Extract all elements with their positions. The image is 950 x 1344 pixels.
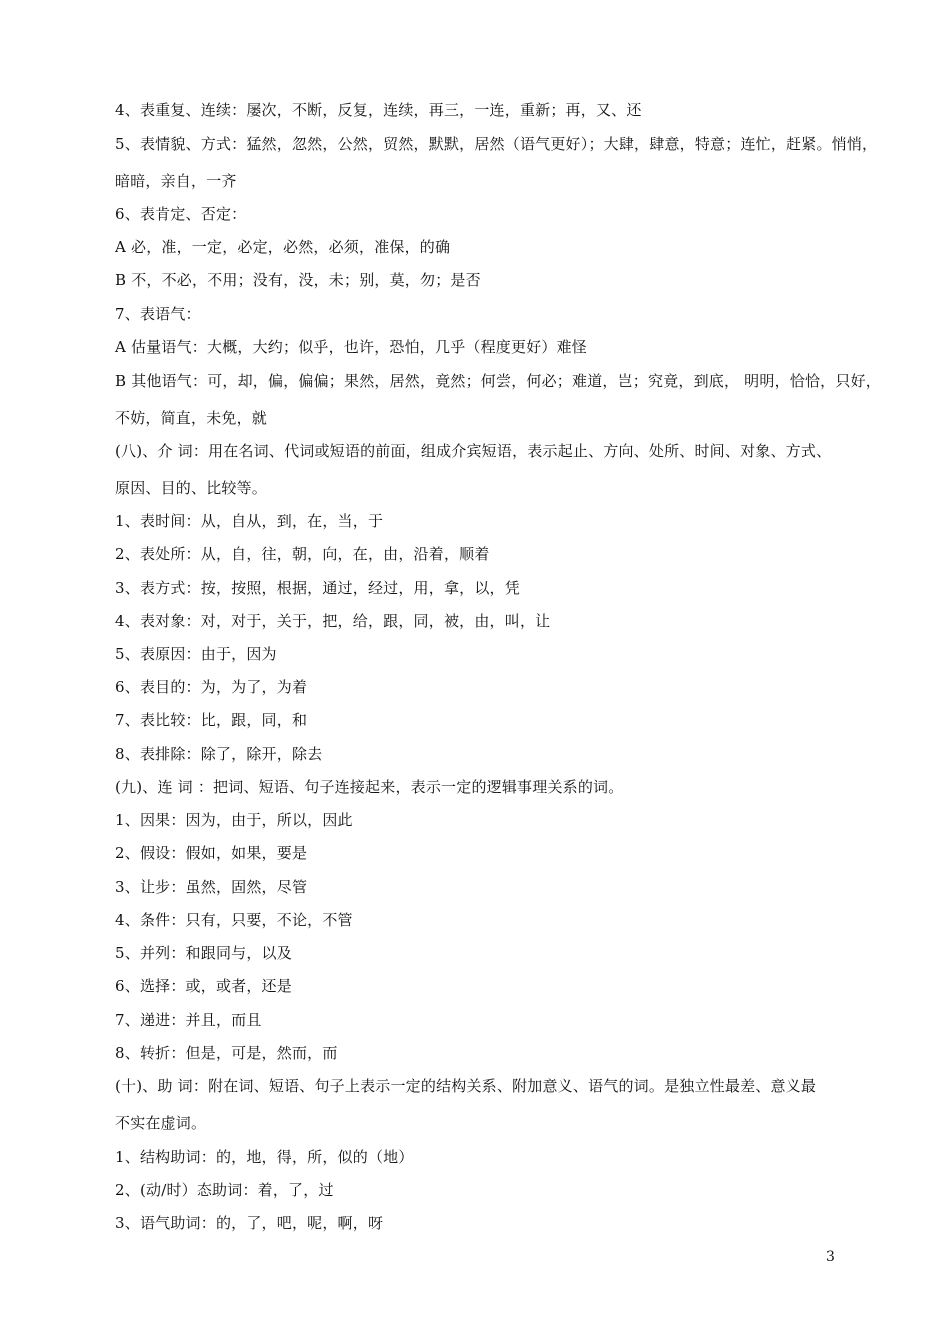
text-line: 2、(动/时）态助词：着，了，过 bbox=[115, 1181, 334, 1199]
text-line: 7、表语气： bbox=[115, 305, 201, 323]
text-line: 不妨，简直，未免，就 bbox=[115, 409, 268, 427]
section-heading: (九)、连 词 ：把词、短语、句子连接起来，表示一定的逻辑事理关系的词。 bbox=[115, 778, 624, 796]
page-number: 3 bbox=[826, 1249, 835, 1265]
text-line: 7、递进：并且，而且 bbox=[115, 1011, 262, 1029]
text-line: 6、表目的：为，为了，为着 bbox=[115, 678, 308, 696]
text-line: 不实在虚词。 bbox=[115, 1114, 207, 1132]
text-line: 8、表排除：除了，除开，除去 bbox=[115, 745, 323, 763]
text-line: 3、语气助词：的，了，吧，呢，啊，呀 bbox=[115, 1214, 384, 1232]
text-line: 3、表方式：按，按照，根据，通过，经过，用，拿，以，凭 bbox=[115, 579, 520, 597]
text-line: 8、转折：但是，可是，然而，而 bbox=[115, 1044, 338, 1062]
text-line: B 不，不必，不用；没有，没，未；别，莫，勿；是否 bbox=[115, 271, 481, 289]
text-line: 原因、目的、比较等。 bbox=[115, 479, 268, 497]
text-line: 6、表肯定、否定： bbox=[115, 205, 247, 223]
text-line: 4、表重复、连续：屡次，不断，反复，连续，再三，一连，重新；再，又、还 bbox=[115, 101, 642, 119]
text-line: 3、让步：虽然，固然，尽管 bbox=[115, 878, 308, 896]
text-line: 1、因果：因为，由于，所以，因此 bbox=[115, 811, 353, 829]
text-line: 暗暗，亲自，一齐 bbox=[115, 172, 237, 190]
text-line: 1、结构助词：的，地，得，所，似的（地） bbox=[115, 1148, 414, 1166]
text-line: A 必，准，一定，必定，必然，必须，准保，的确 bbox=[115, 238, 451, 256]
text-line: 2、假设：假如，如果，要是 bbox=[115, 844, 308, 862]
text-line: 5、表情貌、方式：猛然，忽然，公然，贸然，默默，居然（语气更好）；大肆，肆意，特意；连忙，赶紧。悄悄， bbox=[115, 135, 878, 153]
text-line: 4、条件：只有，只要，不论，不管 bbox=[115, 911, 353, 929]
section-heading: (八)、介 词：用在名词、代词或短语的前面，组成介宾短语，表示起止、方向、处所、时间、对象、方式、 bbox=[115, 442, 832, 460]
text-line: 4、表对象：对，对于，关于，把，给，跟，同，被，由，叫，让 bbox=[115, 612, 551, 630]
text-line: 2、表处所：从，自，往，朝，向，在，由，沿着，顺着 bbox=[115, 545, 490, 563]
text-line: 5、表原因：由于，因为 bbox=[115, 645, 277, 663]
section-heading: (十)、助 词：附在词、短语、句子上表示一定的结构关系、附加意义、语气的词。是独立性最差、意义最 bbox=[115, 1077, 817, 1095]
text-line: 6、选择：或，或者，还是 bbox=[115, 977, 292, 995]
text-line: A 估量语气：大概，大约；似乎，也许，恐怕，几乎（程度更好）难怪 bbox=[115, 338, 588, 356]
text-line: 5、并列：和跟同与，以及 bbox=[115, 944, 292, 962]
text-line: 7、表比较：比，跟，同，和 bbox=[115, 711, 308, 729]
text-line: B 其他语气：可，却，偏，偏偏；果然，居然，竟然；何尝，何必；难道，岂；究竟，到底， 明明，恰恰，只好， bbox=[115, 372, 881, 390]
text-line: 1、表时间：从，自从，到，在，当，于 bbox=[115, 512, 384, 530]
